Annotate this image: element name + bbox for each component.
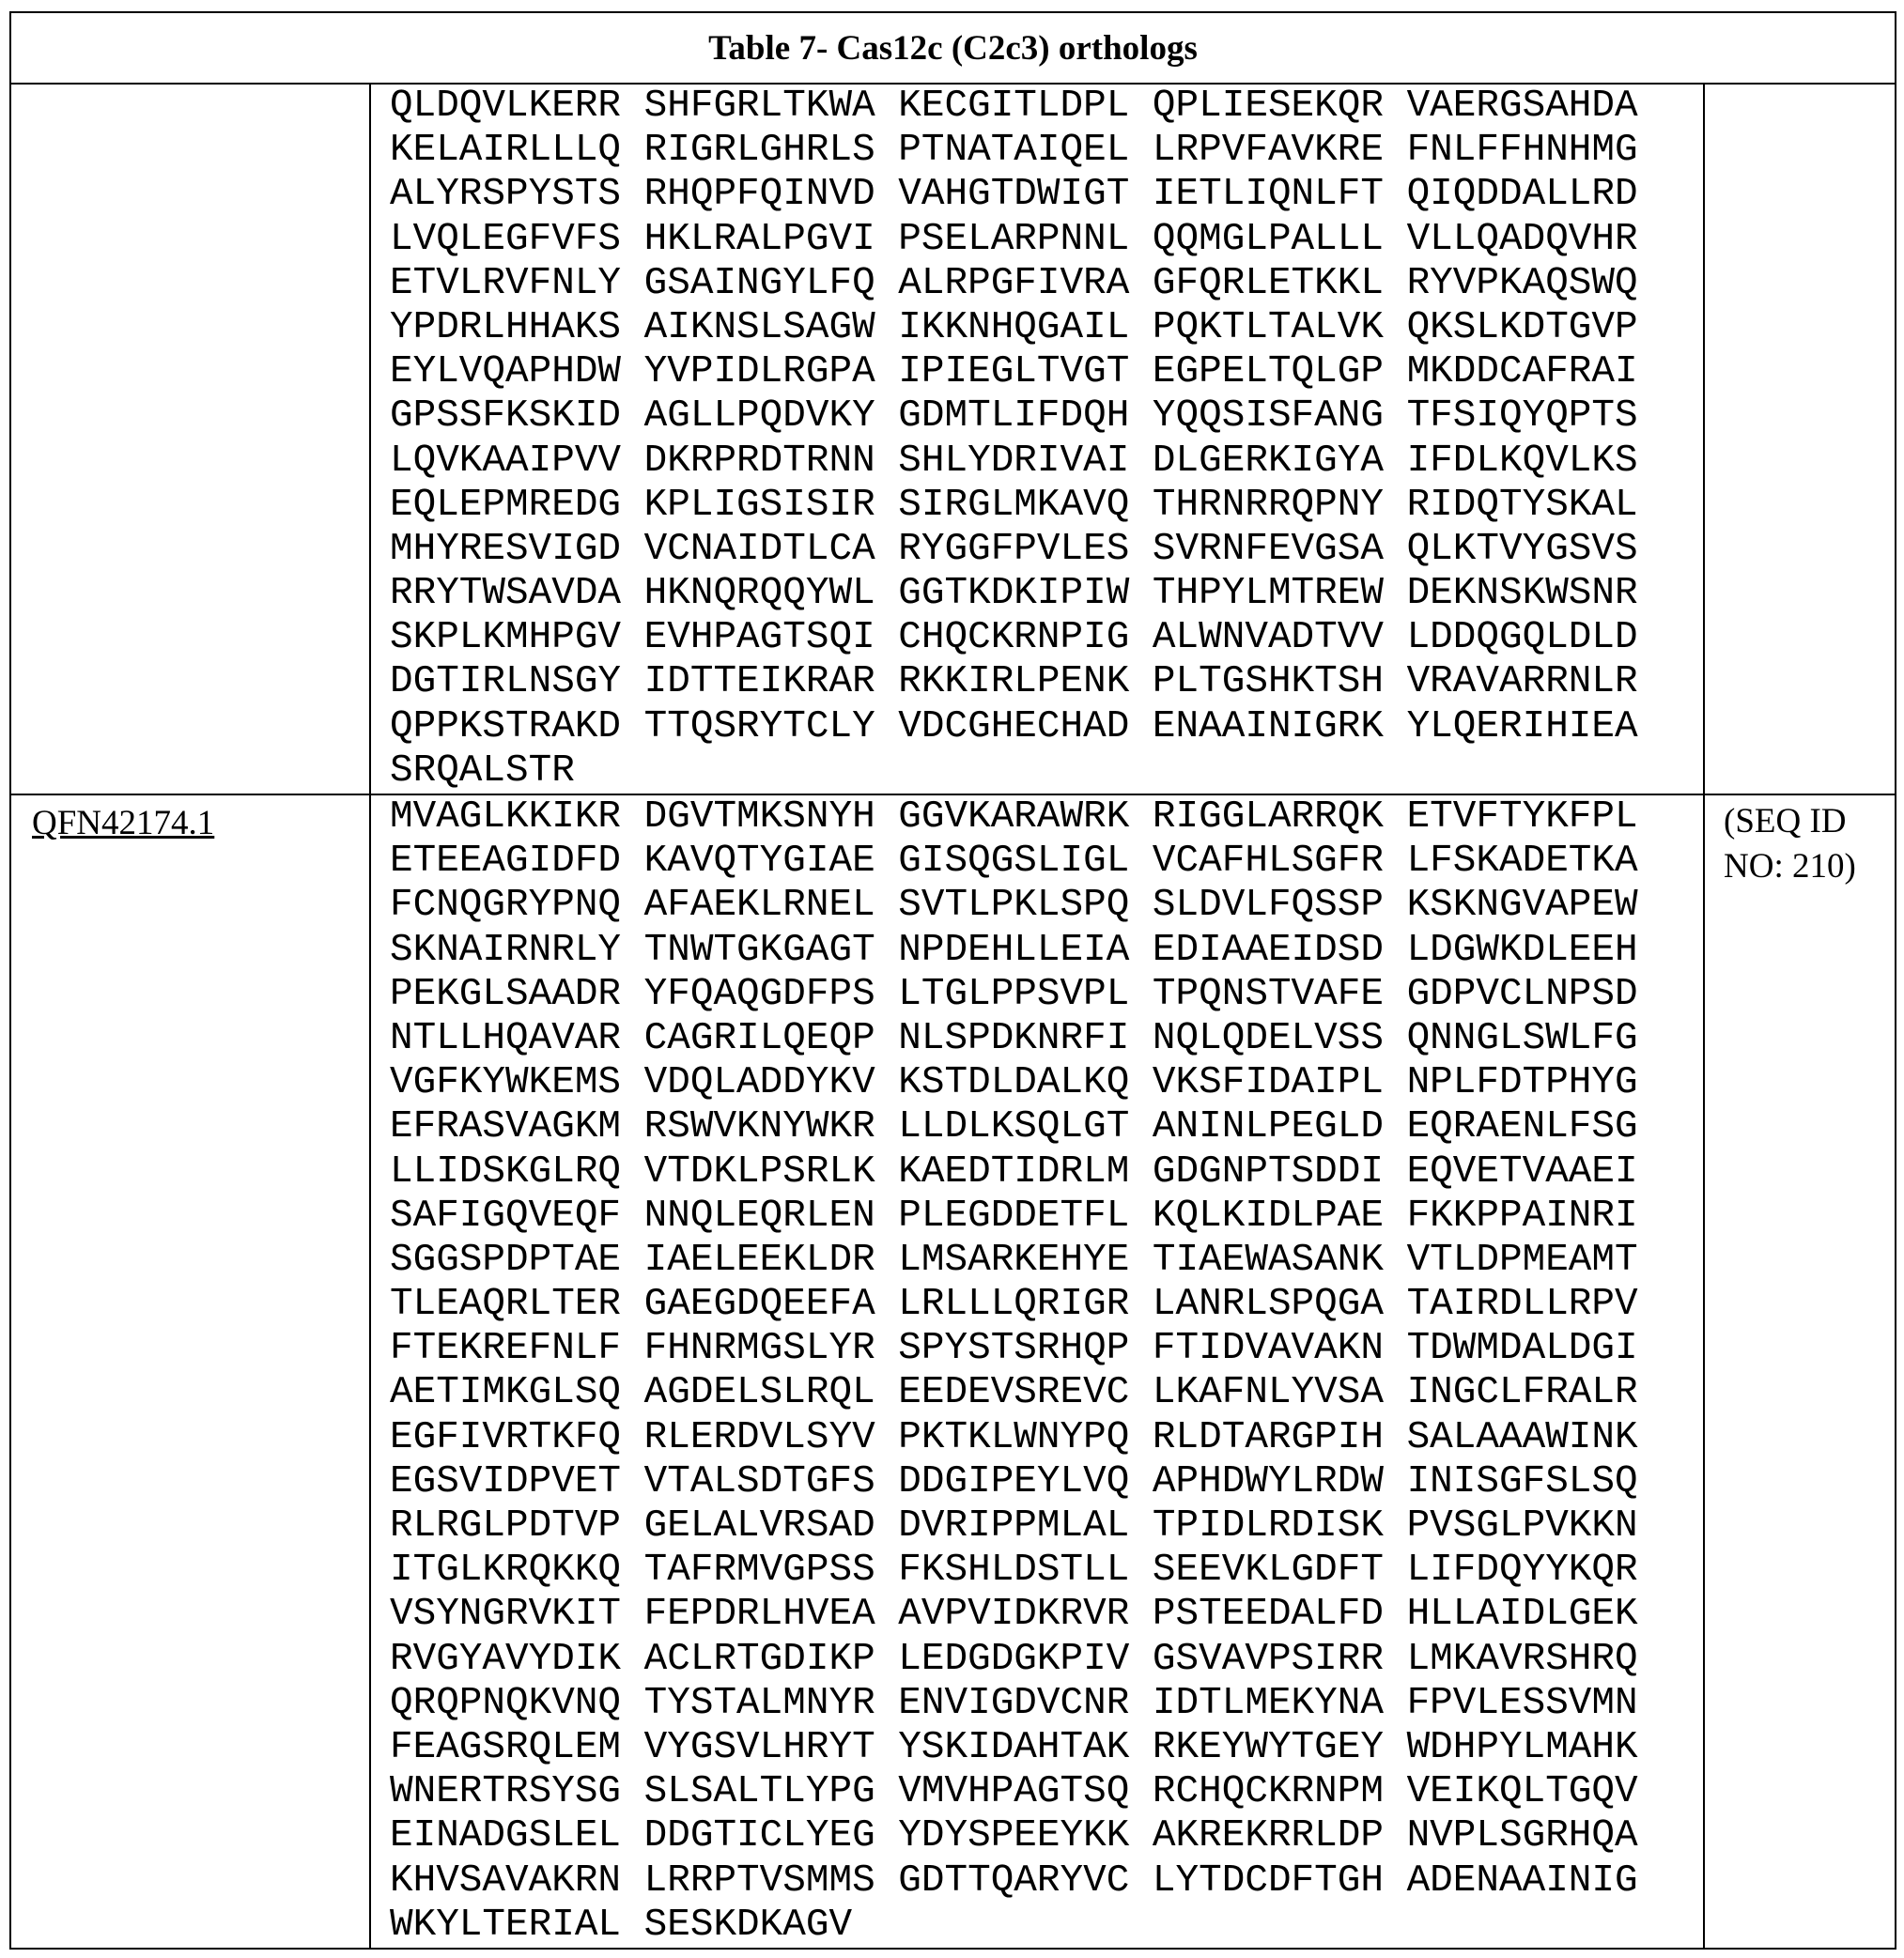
sequence-line: KELAIRLLLQ RIGRLGHRLS PTNATAIQEL LRPVFAVKRE FNLFFHNHMG [390,129,1703,173]
sequence-line: QPPKSTRAKD TTQSRYTCLY VDCGHECHAD ENAAINIGRK YLQERIHIEA [390,705,1703,749]
sequence-line: MHYRESVIGD VCNAIDTLCA RYGGFPVLES SVRNFEVGSA QLKTVYGSVS [390,528,1703,572]
sequence-line: EINADGSLEL DDGTICLYEG YDYSPEEYKK AKREKRRLDP NVPLSGRHQA [390,1814,1703,1858]
sequence-line: KHVSAVAKRN LRRPTVSMMS GDTTQARYVC LYTDCDFTGH ADENAAINIG [390,1859,1703,1904]
table-row [10,84,1896,794]
sequence-line: RRYTWSAVDA HKNQRQQYWL GGTKDKIPIW THPYLMTREW DEKNSKWSNR [390,572,1703,616]
sequence-line: RLRGLPDTVP GELALVRSAD DVRIPPMLAL TPIDLRDISK PVSGLPVKKN [390,1504,1703,1549]
sequence-line: MVAGLKKIKR DGVTMKSNYH GGVKARAWRK RIGGLARRQK ETVFTYKFPL [390,795,1703,840]
accession-cell [10,84,370,794]
sequence-line: LQVKAAIPVV DKRPRDTRNN SHLYDRIVAI DLGERKIGYA IFDLKQVLKS [390,439,1703,484]
sequence-line: FCNQGRYPNQ AFAEKLRNEL SVTLPKLSPQ SLDVLFQSSP KSKNGVAPEW [390,884,1703,928]
sequence-line: GPSSFKSKID AGLLPQDVKY GDMTLIFDQH YQQSISFANG TFSIQYQPTS [390,394,1703,439]
sequence-line: EYLVQAPHDW YVPIDLRGPA IPIEGLTVGT EGPELTQLGP MKDDCAFRAI [390,350,1703,394]
sequence-line: EFRASVAGKM RSWVKNYWKR LLDLKSQLGT ANINLPEGLD EQRAENLFSG [390,1105,1703,1149]
sequence-line: VSYNGRVKIT FEPDRLHVEA AVPVIDKRVR PSTEEDALFD HLLAIDLGEK [390,1593,1703,1637]
sequence-line: LVQLEGFVFS HKLRALPGVI PSELARPNNL QQMGLPALLL VLLQADQVHR [390,218,1703,262]
sequence-line: SKPLKMHPGV EVHPAGTSQI CHQCKRNPIG ALWNVADTVV LDDQGQLDLD [390,616,1703,660]
sequence-line: SGGSPDPTAE IAELEEKLDR LMSARKEHYE TIAEWASANK VTLDPMEAMT [390,1239,1703,1283]
sequence-line: EQLEPMREDG KPLIGSISIR SIRGLMKAVQ THRNRRQPNY RIDQTYSKAL [390,484,1703,528]
accession-link[interactable]: QFN42174.1 [32,804,214,842]
seq-id-cell [1704,84,1896,794]
orthologs-table [9,11,1896,1950]
sequence-line: DGTIRLNSGY IDTTEIKRAR RKKIRLPENK PLTGSHKTSH VRAVARRNLR [390,660,1703,704]
sequence-line: TLEAQRLTER GAEGDQEEFA LRLLLQRIGR LANRLSPQGA TAIRDLLRPV [390,1283,1703,1327]
sequence-line: EGFIVRTKFQ RLERDVLSYV PKTKLWNYPQ RLDTARGPIH SALAAAWINK [390,1416,1703,1460]
sequence-cell [370,794,1704,1949]
sequence-line: ITGLKRQKKQ TAFRMVGPSS FKSHLDSTLL SEEVKLGDFT LIFDQYYKQR [390,1549,1703,1593]
sequence-line: AETIMKGLSQ AGDELSLRQL EEDEVSREVC LKAFNLYVSA INGCLFRALR [390,1371,1703,1415]
sequence-line: EGSVIDPVET VTALSDTGFS DDGIPEYLVQ APHDWYLRDW INISGFSLSQ [390,1460,1703,1504]
table-row [10,794,1896,1949]
sequence-line: SRQALSTR [390,749,1703,794]
sequence-line: SKNAIRNRLY TNWTGKGAGT NPDEHLLEIA EDIAAEIDSD LDGWKDLEEH [390,929,1703,973]
sequence-line: YPDRLHHAKS AIKNSLSAGW IKKNHQGAIL PQKTLTALVK QKSLKDTGVP [390,306,1703,350]
sequence-line: SAFIGQVEQF NNQLEQRLEN PLEGDDETFL KQLKIDLPAE FKKPPAINRI [390,1195,1703,1239]
sequence-line: ETVLRVFNLY GSAINGYLFQ ALRPGFIVRA GFQRLETKKL RYVPKAQSWQ [390,262,1703,306]
sequence-line: PEKGLSAADR YFQAQGDFPS LTGLPPSVPL TPQNSTVAFE GDPVCLNPSD [390,973,1703,1017]
sequence-line: WNERTRSYSG SLSALTLYPG VMVHPAGTSQ RCHQCKRNPM VEIKQLTGQV [390,1770,1703,1814]
sequence-line: ALYRSPYSTS RHQPFQINVD VAHGTDWIGT IETLIQNLFT QIQDDALLRD [390,173,1703,217]
accession-cell [10,794,370,1949]
sequence-line: ETEEAGIDFD KAVQTYGIAE GISQGSLIGL VCAFHLSGFR LFSKADETKA [390,840,1703,884]
sequence-line: QLDQVLKERR SHFGRLTKWA KECGITLDPL QPLIESEKQR VAERGSAHDA [390,85,1703,129]
sequence-line: LLIDSKGLRQ VTDKLPSRLK KAEDTIDRLM GDGNPTSDDI EQVETVAAEI [390,1150,1703,1195]
sequence-line: RVGYAVYDIK ACLRTGDIKP LEDGDGKPIV GSVAVPSIRR LMKAVRSHRQ [390,1638,1703,1682]
sequence-line: VGFKYWKEMS VDQLADDYKV KSTDLDALKQ VKSFIDAIPL NPLFDTPHYG [390,1061,1703,1105]
sequence-line: QRQPNQKVNQ TYSTALMNYR ENVIGDVCNR IDTLMEKYNA FPVLESSVMN [390,1682,1703,1726]
sequence-block [371,85,1703,794]
sequence-cell [370,84,1704,794]
sequence-line: FEAGSRQLEM VYGSVLHRYT YSKIDAHTAK RKEYWYTGEY WDHPYLMAHK [390,1726,1703,1770]
table-title: Table 7- Cas12c (C2c3) orthologs [10,12,1896,84]
sequence-block [371,795,1703,1948]
sequence-line: FTEKREFNLF FHNRMGSLYR SPYSTSRHQP FTIDVAVAKN TDWMDALDGI [390,1327,1703,1371]
sequence-line: NTLLHQAVAR CAGRILQEQP NLSPDKNRFI NQLQDELVSS QNNGLSWLFG [390,1017,1703,1061]
seq-id-cell: (SEQ ID NO: 210) [1704,794,1896,1949]
sequence-line: WKYLTERIAL SESKDKAGV [390,1904,1703,1948]
